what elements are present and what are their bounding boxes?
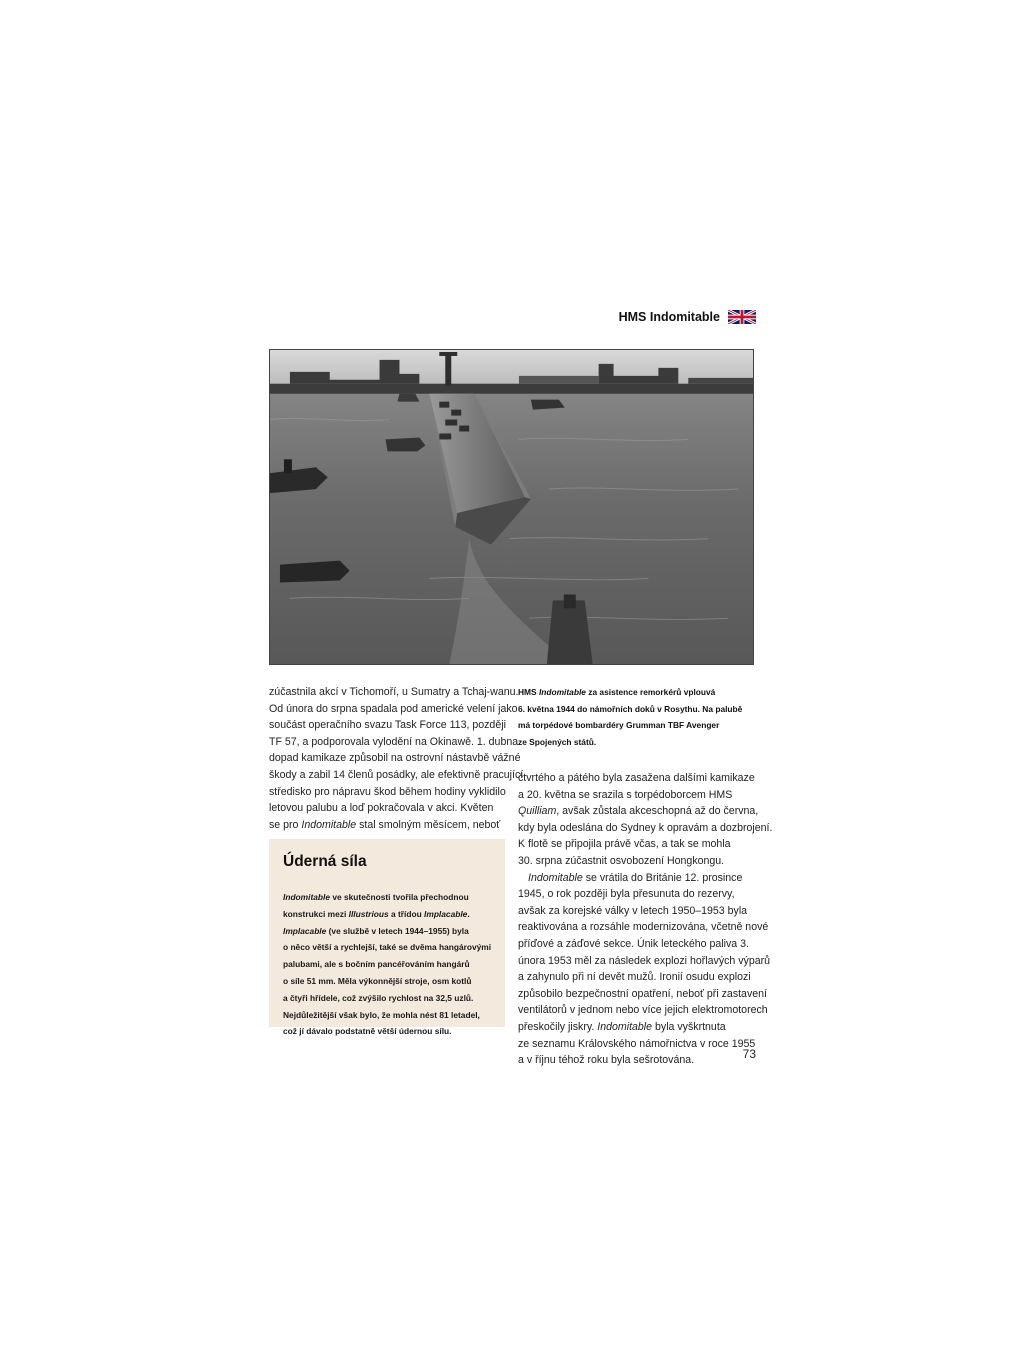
text-line: a v říjnu téhož roku byla sešrotována. [518, 1054, 695, 1067]
ship-name-italic: Implacable [424, 908, 468, 919]
text-run: ve skutečnosti tvořila přechodnou [330, 892, 469, 902]
box-line: a čtyři hřídele, což zvýšilo rychlost na 32,5 uzlů. [283, 992, 474, 1003]
text-run: konstrukci mezi [283, 908, 349, 919]
text-line: středisko pro nápravu škod během hodiny vyklidilo [269, 785, 506, 798]
right-paragraph-2 [518, 870, 758, 887]
sidebar-box-body [283, 889, 491, 1040]
text-line: škody a zabil 14 členů posádky, ale efektivně pracující [269, 768, 524, 781]
text-line: a 20. května se srazila s torpédoborcem HMS [518, 788, 733, 801]
text-run: a třídou [388, 908, 425, 919]
box-line: palubami, ale s bočním pancéřováním hangárů [283, 959, 470, 970]
text-line: 30. srpna zúčastnit osvobození Hongkongu. [518, 854, 725, 867]
text-line: ventilátorů v jednom nebo více jejich elektromotorech [518, 1004, 768, 1017]
text-line: dopad kamikaze způsobil na ostrovní nástavbě vážné [269, 752, 521, 765]
ship-name-italic: Indomitable [528, 871, 583, 884]
text-line: příďové a záďové sekce. Únik leteckého paliva 3. [518, 937, 749, 950]
text-line: února 1953 měl za následek explozi hořlavých výparů [518, 954, 771, 967]
text-run: , avšak zůstala akceschopná až do června, [556, 805, 759, 818]
left-column-text [269, 684, 524, 833]
text-line: letovou palubu a loď pokračovala v akci. Květen [269, 802, 494, 815]
text-run: HMS [518, 687, 539, 697]
ship-name-italic: Indomitable [301, 818, 357, 831]
ship-name-italic: Indomitable [597, 1020, 653, 1033]
sidebar-box-title: Úderná síla [283, 853, 367, 870]
text-line: a zahynulo při ní devět mužů. Ironií osudu explozi [518, 971, 751, 984]
caption-line [518, 684, 758, 701]
page-header-title: HMS Indomitable [618, 310, 720, 324]
page-number: 73 [742, 1047, 756, 1061]
box-line [283, 889, 491, 906]
text-run: stal smolným měsícem, neboť [356, 818, 501, 831]
photo-caption [518, 684, 758, 750]
text-run: . [467, 908, 470, 919]
text-line [518, 1019, 758, 1036]
text-line: reaktivována a rozsáhle modernizována, včetně nové [518, 921, 769, 934]
left-paragraph [269, 684, 524, 833]
text-line [269, 817, 504, 834]
text-run: za asistence remorkérů vplouvá [585, 687, 716, 697]
box-line: o něco větší a rychlejší, také se dvěma hangárovými [283, 942, 492, 953]
sidebar-box [269, 839, 505, 1037]
box-line: což jí dávalo podstatně větší údernou sílu. [283, 1026, 452, 1037]
caption-line: ze Spojených států. [518, 736, 597, 747]
ship-name-italic: Illustrious [348, 908, 389, 919]
right-paragraph-1 [518, 770, 773, 870]
text-run: se pro [269, 818, 302, 831]
text-run: byla vyškrtnuta [652, 1020, 726, 1033]
box-line: o síle 51 mm. Měla výkonnější stroje, osm kotlů [283, 975, 472, 986]
caption-line: má torpédové bombardéry Grumman TBF Avenger [518, 720, 720, 730]
union-jack-flag-icon [728, 308, 756, 326]
text-run: (ve službě v letech 1944–1955) byla [326, 925, 469, 936]
text-line: 1945, o rok později byla přesunuta do rezervy, [518, 888, 735, 901]
text-line: čtvrtého a pátého byla zasažena dalšími kamikaze [518, 772, 755, 784]
text-line: avšak za korejské války v letech 1950–1953 byla [518, 904, 748, 917]
text-line: způsobilo bezpečnostní opatření, neboť při zastavení [518, 987, 767, 1000]
right-paragraph-2-cont [518, 886, 771, 1069]
text-line: zúčastnila akcí v Tichomoří, u Sumatry a Tchaj-wanu. [269, 686, 519, 698]
text-run: přeskočily jiskry. [518, 1020, 598, 1033]
text-line: K flotě se připojila právě včas, a tak se mohla [518, 838, 731, 851]
box-line: Nejdůležitější však bylo, že mohla nést 81 letadel, [283, 1009, 480, 1020]
ship-name-italic: Indomitable [538, 687, 586, 697]
caption-line: 6. května 1944 do námořních doků v Rosythu. Na palubě [518, 703, 743, 714]
text-line: kdy byla odeslána do Sydney k opravám a dozbrojení. [518, 821, 773, 834]
box-line [283, 906, 491, 923]
text-run: se vrátila do Británie 12. prosince [582, 871, 743, 884]
text-line: ze seznamu Královského námořnictva v roce 1955 [518, 1037, 756, 1050]
box-line [283, 923, 491, 940]
page-header [560, 303, 756, 331]
text-line: Od února do srpna spadala pod americké velení jako [269, 702, 518, 715]
text-line: TF 57, a podporovala vylodění na Okinawě. 1. dubna [269, 735, 519, 748]
ship-name-italic: Implacable [283, 925, 327, 936]
text-line [518, 803, 758, 820]
aircraft-carrier-photo [269, 349, 754, 665]
text-line: součást operačního svazu Task Force 113, později [269, 719, 506, 732]
text-line [518, 870, 758, 887]
right-column-text [518, 770, 773, 1069]
ship-name-italic: Indomitable [283, 892, 330, 902]
ship-name-italic: Quilliam [518, 805, 557, 818]
